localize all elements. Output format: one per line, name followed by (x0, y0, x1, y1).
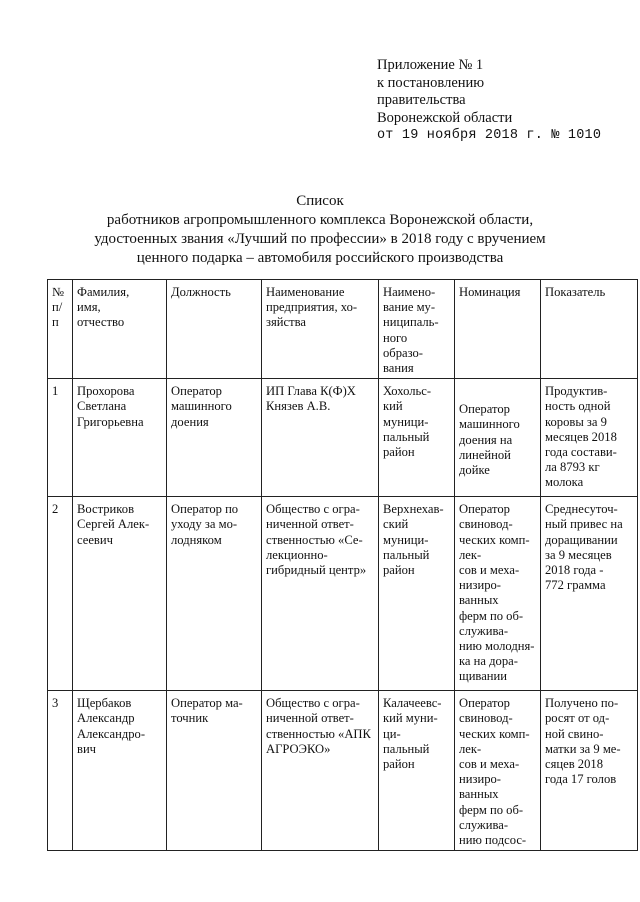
cell-line: ственностью «АПК (266, 726, 371, 741)
cell-line: ванных (459, 787, 499, 802)
cell-name (73, 379, 167, 497)
cell-line: Общество с огра- (266, 502, 360, 517)
cell-num: 3 (48, 691, 73, 851)
cell-line: ной свино- (545, 726, 604, 741)
cell-position (167, 497, 262, 691)
cell-line: ного (383, 330, 408, 345)
cell-line: пальный (383, 547, 430, 562)
cell-line: АГРОЭКО» (266, 741, 331, 756)
title-line: ценного подарка – автомобиля российского производства (136, 250, 504, 266)
cell-line: лодняком (171, 532, 222, 547)
cell-line: район (383, 563, 415, 578)
cell-line: п (52, 315, 59, 330)
cell-line: вания (383, 361, 414, 376)
cell-line: ферм по об- (459, 608, 524, 623)
header-indicator (541, 280, 638, 379)
cell-line: матки за 9 ме- (545, 741, 621, 756)
cell-line: месяцев 2018 (545, 429, 617, 444)
cell-line: за 9 месяцев (545, 547, 612, 562)
cell-line: ИП Глава К(Ф)Х (266, 384, 356, 399)
cell-line: ческих комп- (459, 532, 530, 547)
cell-municipality (379, 497, 455, 691)
cell-line: вание му- (383, 300, 436, 315)
cell-municipality (379, 379, 455, 497)
cell-line: Калачеевс- (383, 696, 442, 711)
cell-line: машинного (171, 399, 232, 414)
cell-line: точник (171, 711, 209, 726)
cell-line: нию подсос- (459, 833, 527, 848)
cell-line: Должность (171, 285, 231, 299)
cell-line: Наимено- (383, 285, 436, 299)
title-line: работников агропромышленного комплекса Воронежской области, (106, 212, 534, 228)
table-row (48, 497, 638, 691)
cell-num: 2 (48, 497, 73, 691)
cell-line: ский (383, 517, 409, 532)
cell-position (167, 691, 262, 851)
cell-line: район (383, 445, 415, 460)
cell-line: Показатель (545, 285, 606, 299)
document-title (0, 192, 640, 268)
cell-line: ниченной ответ- (266, 517, 354, 532)
cell-line: Оператор ма- (171, 696, 243, 711)
cell-line: уходу за мо- (171, 517, 238, 532)
cell-line: район (383, 757, 415, 772)
appendix-line: к постановлению (377, 74, 485, 91)
cell-line: предприятия, хо- (266, 300, 358, 315)
header-name (73, 280, 167, 379)
cell-line: ванных (459, 593, 499, 608)
cell-line: свиновод- (459, 711, 513, 726)
header-num (48, 280, 73, 379)
cell-line: лекционно- (266, 547, 328, 562)
cell-line: Князев А.В. (266, 399, 331, 414)
cell-line: сов и меха- (459, 563, 520, 578)
cell-line: 772 грамма (545, 578, 606, 593)
cell-line: Номинация (459, 285, 521, 299)
table-row (48, 379, 638, 497)
cell-line: Наименование (266, 285, 345, 299)
cell-line: имя, (77, 300, 101, 315)
appendix-line: Воронежской области (377, 109, 513, 126)
cell-line: ци- (383, 726, 401, 741)
cell-enterprise (262, 379, 379, 497)
cell-enterprise (262, 497, 379, 691)
table-header-row (48, 280, 638, 379)
appendix-line: правительства (377, 92, 466, 108)
cell-line: года 17 голов (545, 772, 617, 787)
cell-line: служива- (459, 623, 509, 638)
cell-line: Среднесуточ- (545, 502, 618, 517)
cell-line: Общество с огра- (266, 696, 360, 711)
cell-line: Григорьевна (77, 414, 144, 429)
cell-line: Верхнехав- (383, 502, 444, 517)
cell-line: дойке (459, 463, 490, 478)
cell-line: коровы за 9 (545, 414, 607, 429)
appendix-line: Приложение № 1 (377, 57, 484, 73)
cell-line: ферм по об- (459, 802, 524, 817)
cell-line: ственностью «Се- (266, 532, 363, 547)
cell-line: машинного (459, 417, 520, 432)
cell-line: свиновод- (459, 517, 513, 532)
cell-line: ка на дора- (459, 654, 518, 669)
cell-line: 2018 года - (545, 563, 604, 578)
cell-line: сеевич (77, 532, 113, 547)
cell-num: 1 (48, 379, 73, 497)
cell-line: росят от од- (545, 711, 610, 726)
winners-table (47, 279, 638, 851)
cell-name (73, 691, 167, 851)
cell-line: молока (545, 475, 584, 490)
cell-line: доения (171, 414, 209, 429)
cell-line: доения на (459, 432, 513, 447)
cell-line: Оператор (459, 696, 510, 711)
cell-line: щивании (459, 669, 508, 684)
cell-line: гибридный центр» (266, 563, 367, 578)
cell-indicator (541, 497, 638, 691)
cell-line: Александр (77, 711, 135, 726)
header-nomination (455, 280, 541, 379)
cell-line: Щербаков (77, 696, 132, 711)
cell-line: ный привес на (545, 517, 623, 532)
cell-line: Востриков (77, 502, 135, 517)
cell-line: Получено по- (545, 696, 619, 711)
cell-line: пальный (383, 429, 430, 444)
cell-line: Оператор (459, 502, 510, 517)
cell-line: сов и меха- (459, 757, 520, 772)
cell-line: пальный (383, 741, 430, 756)
cell-line: п/ (52, 300, 63, 315)
cell-line: муници- (383, 532, 429, 547)
cell-line: ниченной ответ- (266, 711, 354, 726)
title-line: Список (296, 193, 344, 209)
cell-name (73, 497, 167, 691)
cell-position (167, 379, 262, 497)
cell-line: служива- (459, 817, 509, 832)
cell-nomination (455, 497, 541, 691)
cell-municipality (379, 691, 455, 851)
cell-line: Оператор (171, 384, 222, 399)
cell-line: Фамилия, (77, 285, 130, 299)
cell-indicator (541, 691, 638, 851)
cell-line: Прохорова (77, 384, 135, 399)
cell-line: Сергей Алек- (77, 517, 150, 532)
cell-line: Оператор по (171, 502, 239, 517)
cell-line: зяйства (266, 315, 306, 330)
header-position (167, 280, 262, 379)
nomination-text (459, 402, 536, 478)
cell-line: ческих комп- (459, 726, 530, 741)
cell-line: низиро- (459, 578, 501, 593)
cell-line: лек- (459, 547, 482, 562)
header-municipality (379, 280, 455, 379)
cell-line: ниципаль- (383, 315, 439, 330)
cell-enterprise (262, 691, 379, 851)
cell-line: Хохольс- (383, 384, 432, 399)
cell-line: лек- (459, 741, 482, 756)
cell-line: Оператор (459, 402, 510, 417)
cell-line: года состави- (545, 445, 617, 460)
cell-line: Александро- (77, 726, 146, 741)
appendix-block (377, 57, 601, 145)
cell-line: № (52, 285, 65, 299)
cell-line: отчество (77, 315, 125, 330)
cell-line: образо- (383, 345, 423, 360)
appendix-date-line: от 19 ноября 2018 г. № 1010 (377, 128, 602, 143)
table-row (48, 691, 638, 851)
header-enterprise (262, 280, 379, 379)
cell-line: кий муни- (383, 711, 438, 726)
cell-line: ла 8793 кг (545, 460, 600, 475)
cell-line: доращивании (545, 532, 618, 547)
cell-line: линейной (459, 447, 511, 462)
title-line: удостоенных звания «Лучший по профессии» в 2018 году с вручением (94, 231, 546, 247)
cell-nomination (455, 379, 541, 497)
cell-line: низиро- (459, 772, 501, 787)
cell-nomination (455, 691, 541, 851)
cell-line: вич (77, 741, 97, 756)
cell-line: Продуктив- (545, 384, 608, 399)
cell-indicator (541, 379, 638, 497)
cell-line: кий (383, 399, 403, 414)
cell-line: муници- (383, 414, 429, 429)
cell-line: нию молодня- (459, 639, 535, 654)
cell-line: ность одной (545, 399, 611, 414)
cell-line: сяцев 2018 (545, 757, 603, 772)
cell-line: Светлана (77, 399, 127, 414)
